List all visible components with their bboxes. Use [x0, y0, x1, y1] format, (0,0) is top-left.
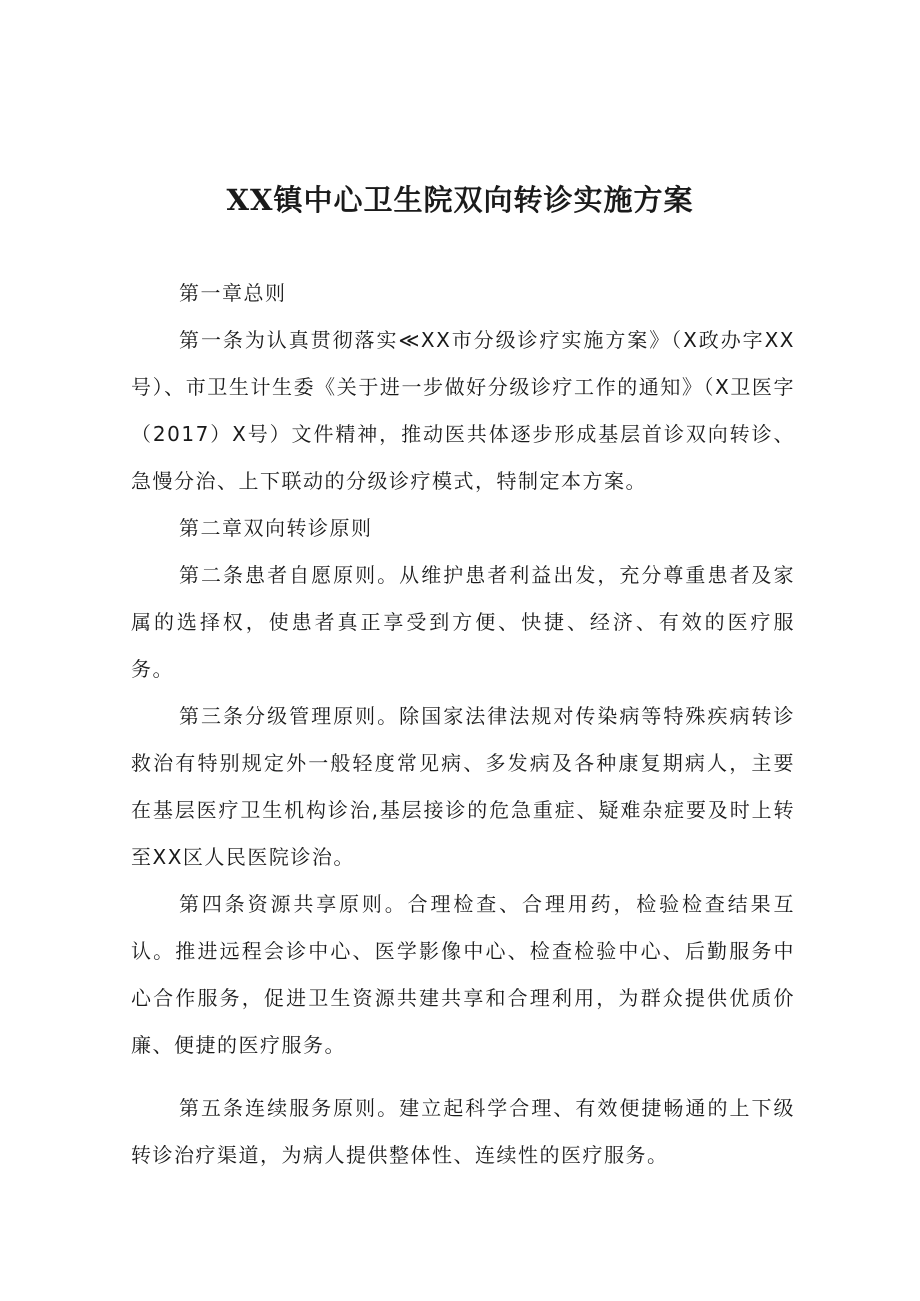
article-5-paragraph: 第五条连续服务原则。建立起科学合理、有效便捷畅通的上下级转诊治疗渠道，为病人提供整体性、连续性的医疗服务。 — [131, 1096, 795, 1167]
article-4-paragraph: 第四条资源共享原则。合理检查、合理用药，检验检查结果互认。推进远程会诊中心、医学影像中心、检查检验中心、后勤服务中心合作服务，促进卫生资源共建共享和合理利用，为群众提供优质价廉、便捷的医疗服务。 — [131, 892, 795, 1057]
chapter-heading-referral-principles: 第二章双向转诊原则 — [179, 516, 373, 540]
article-1-paragraph: 第一条为认真贯彻落实≪XX市分级诊疗实施方案》（X政办字XX号）、市卫生计生委《关于进一步做好分级诊疗工作的通知》（X卫医字（2017）X号）文件精神，推动医共体逐步形成基层首诊双向转诊、急慢分治、上下联动的分级诊疗模式，特制定本方案。 — [131, 328, 795, 493]
chapter-heading-general: 第一章总则 — [179, 281, 287, 305]
article-3-paragraph: 第三条分级管理原则。除国家法律法规对传染病等特殊疾病转诊救治有特别规定外一般轻度常见病、多发病及各种康复期病人，主要在基层医疗卫生机构诊治,基层接诊的危急重症、疑难杂症要及时上转至XX区人民医院诊治。 — [131, 704, 795, 869]
article-2-paragraph: 第二条患者自愿原则。从维护患者利益出发，充分尊重患者及家属的选择权，使患者真正享受到方便、快捷、经济、有效的医疗服务。 — [131, 563, 795, 681]
document-title: XX镇中心卫生院双向转诊实施方案 — [226, 183, 694, 217]
document-body — [131, 270, 795, 1179]
